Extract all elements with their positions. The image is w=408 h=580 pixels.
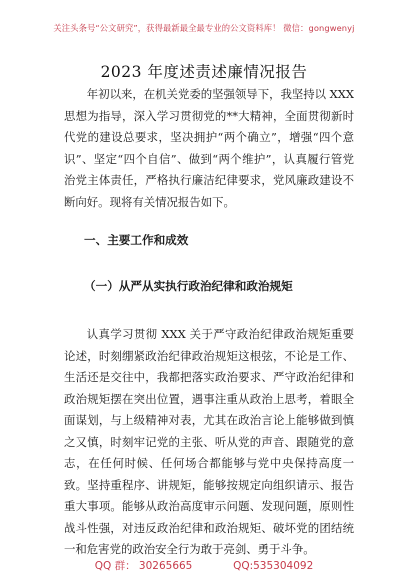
footer-contact bbox=[0, 558, 408, 573]
footer-qq: QQ:535304092 bbox=[233, 560, 314, 572]
header-promo-note: 关注头条号“公文研究”，获得最新最全最专业的公文资料库！ 微信：gongwenyj bbox=[53, 23, 355, 33]
body-paragraph: 认真学习贯彻 XXX 关于严守政治纪律政治规矩重要论述，时刻绷紧政治纪律政治规矩这根弦，不论是工作、生活还是交往中，我都把落实政治要求、严守政治纪律和政治规矩摆在突出位置，遇事注重从政治上思考，着眼全面谋划，与上级精神对表，尤其在政治言论上能够做到慎之又慎，时刻牢记党的主张、听从党的声音、跟随党的意志，在任何时候、任何场合都能够与党中央保持高度一致。坚持重程序、讲规矩，能够按规定向组织请示、报告重大事项。能够从政治高度审示问题、发现问题，原则性战斗性强，对违反政治纪律和政治规矩、破坏党的团结统一和危害党的政治安全行为敢于亮剑、勇于斗争。 bbox=[64, 327, 354, 556]
footer-qq-group: QQ 群： 30265665 bbox=[94, 560, 193, 572]
intro-paragraph: 年初以来，在机关党委的坚强领导下，我坚持以 XXX 思想为指导，深入学习贯彻党的**大精神，全面贯彻新时代党的建设总要求，坚决拥护“两个确立”，增强“四个意识”、坚定“四个自信”、做到“两个维护”，认真履行管党治党主体责任，严格执行廉洁纪律要求，党风廉政建设不断向好。现将有关情况报告如下。 bbox=[64, 87, 354, 209]
document-title: 2023 年度述责述廉情况报告 bbox=[100, 63, 308, 81]
subsection-heading: （一）从严从实执行政治纪律和政治规矩 bbox=[84, 279, 293, 293]
section-heading: 一、主要工作和成效 bbox=[84, 233, 189, 247]
